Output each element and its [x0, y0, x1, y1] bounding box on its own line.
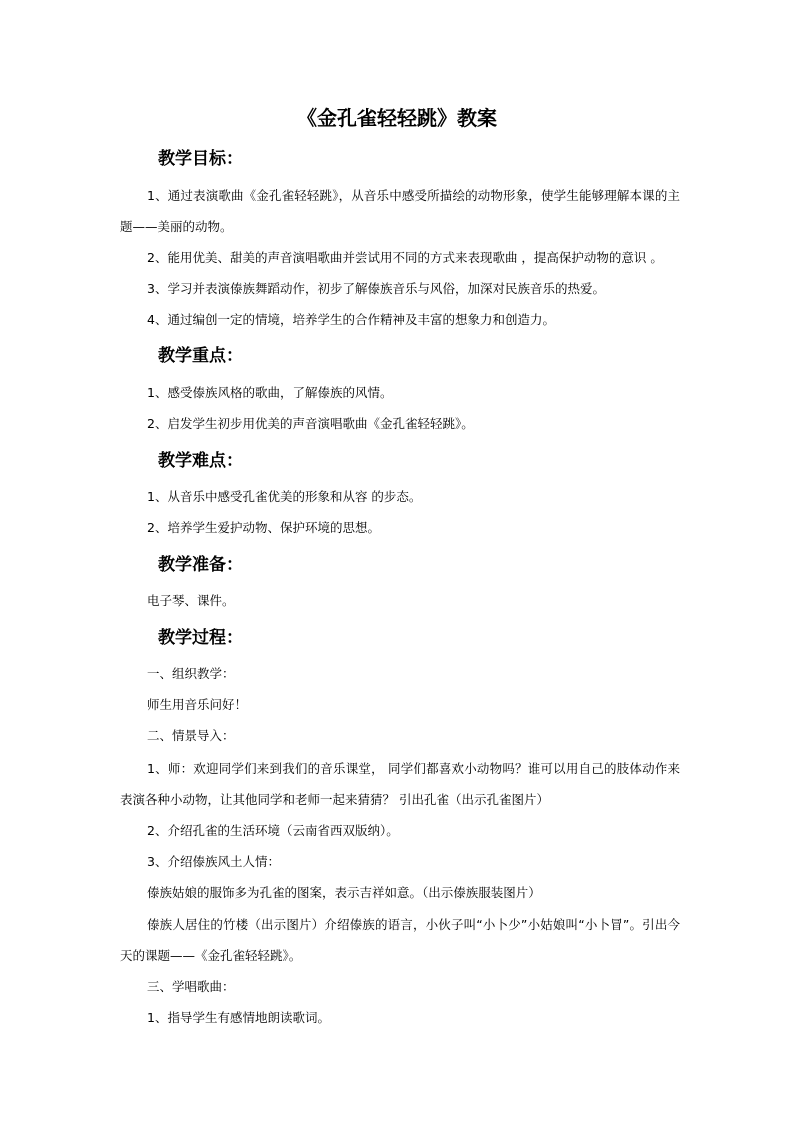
- objective-item-1: 1、通过表演歌曲《金孔雀轻轻跳》，从音乐中感受所描绘的动物形象，使学生能够理解本课的主题——美丽的动物。: [120, 188, 680, 234]
- process-step1-title: 一、组织教学：: [147, 666, 235, 681]
- document-title: 《金孔雀轻轻跳》教案: [297, 106, 497, 130]
- objective-item-3: 3、学习并表演傣族舞蹈动作，初步了解傣族音乐与风俗，加深对民族音乐的热爱。: [147, 281, 605, 296]
- preparation-heading: 教学准备：: [158, 555, 243, 575]
- process-step2-paragraph-5: 傣族人居住的竹楼（出示图片）介绍傣族的语言，小伙子叫“小卜少”小姑娘叫“小卜冒”。引出今天的课题——《金孔雀轻轻跳》。: [120, 917, 680, 963]
- objectives-heading: 教学目标：: [158, 149, 243, 169]
- process-step2-paragraph-1: 1、师：欢迎同学们来到我们的音乐课堂， 同学们都喜欢小动物吗？谁可以用自己的肢体动作来表演各种小动物，让其他同学和老师一起来猜猜？ 引出孔雀（出示孔雀图片）: [120, 761, 680, 807]
- process-step1-text: 师生用音乐问好！: [147, 697, 248, 712]
- process-step2-paragraph-2: 2、介绍孔雀的生活环境（云南省西双版纳）。: [147, 823, 399, 838]
- process-step3-title: 三、学唱歌曲：: [147, 979, 235, 994]
- process-step2-title: 二、情景导入：: [147, 728, 235, 743]
- objective-item-2: 2、能用优美、甜美的声音演唱歌曲并尝试用不同的方式来表现歌曲 ，提高保护动物的意识 。: [147, 250, 663, 265]
- difficulty-item-2: 2、培养学生爱护动物、保护环境的思想。: [147, 520, 380, 535]
- difficulty-item-1: 1、从音乐中感受孔雀优美的形象和从容 的步态。: [147, 489, 422, 504]
- preparation-item-1: 电子琴、课件。: [147, 593, 235, 608]
- key-points-heading: 教学重点：: [158, 346, 243, 366]
- key-point-item-1: 1、感受傣族风格的歌曲，了解傣族的风情。: [147, 385, 393, 400]
- objective-item-4: 4、通过编创一定的情境，培养学生的合作精神及丰富的想象力和创造力。: [147, 312, 555, 327]
- process-heading: 教学过程：: [158, 628, 243, 648]
- process-step2-paragraph-3: 3、介绍傣族风土人情：: [147, 854, 280, 869]
- difficulties-heading: 教学难点：: [158, 451, 243, 471]
- process-step2-paragraph-4: 傣族姑娘的服饰多为孔雀的图案，表示吉祥如意。（出示傣族服装图片）: [147, 885, 541, 900]
- process-step3-paragraph-1: 1、指导学生有感情地朗读歌词。: [147, 1010, 330, 1025]
- key-point-item-2: 2、启发学生初步用优美的声音演唱歌曲《金孔雀轻轻跳》。: [147, 416, 474, 431]
